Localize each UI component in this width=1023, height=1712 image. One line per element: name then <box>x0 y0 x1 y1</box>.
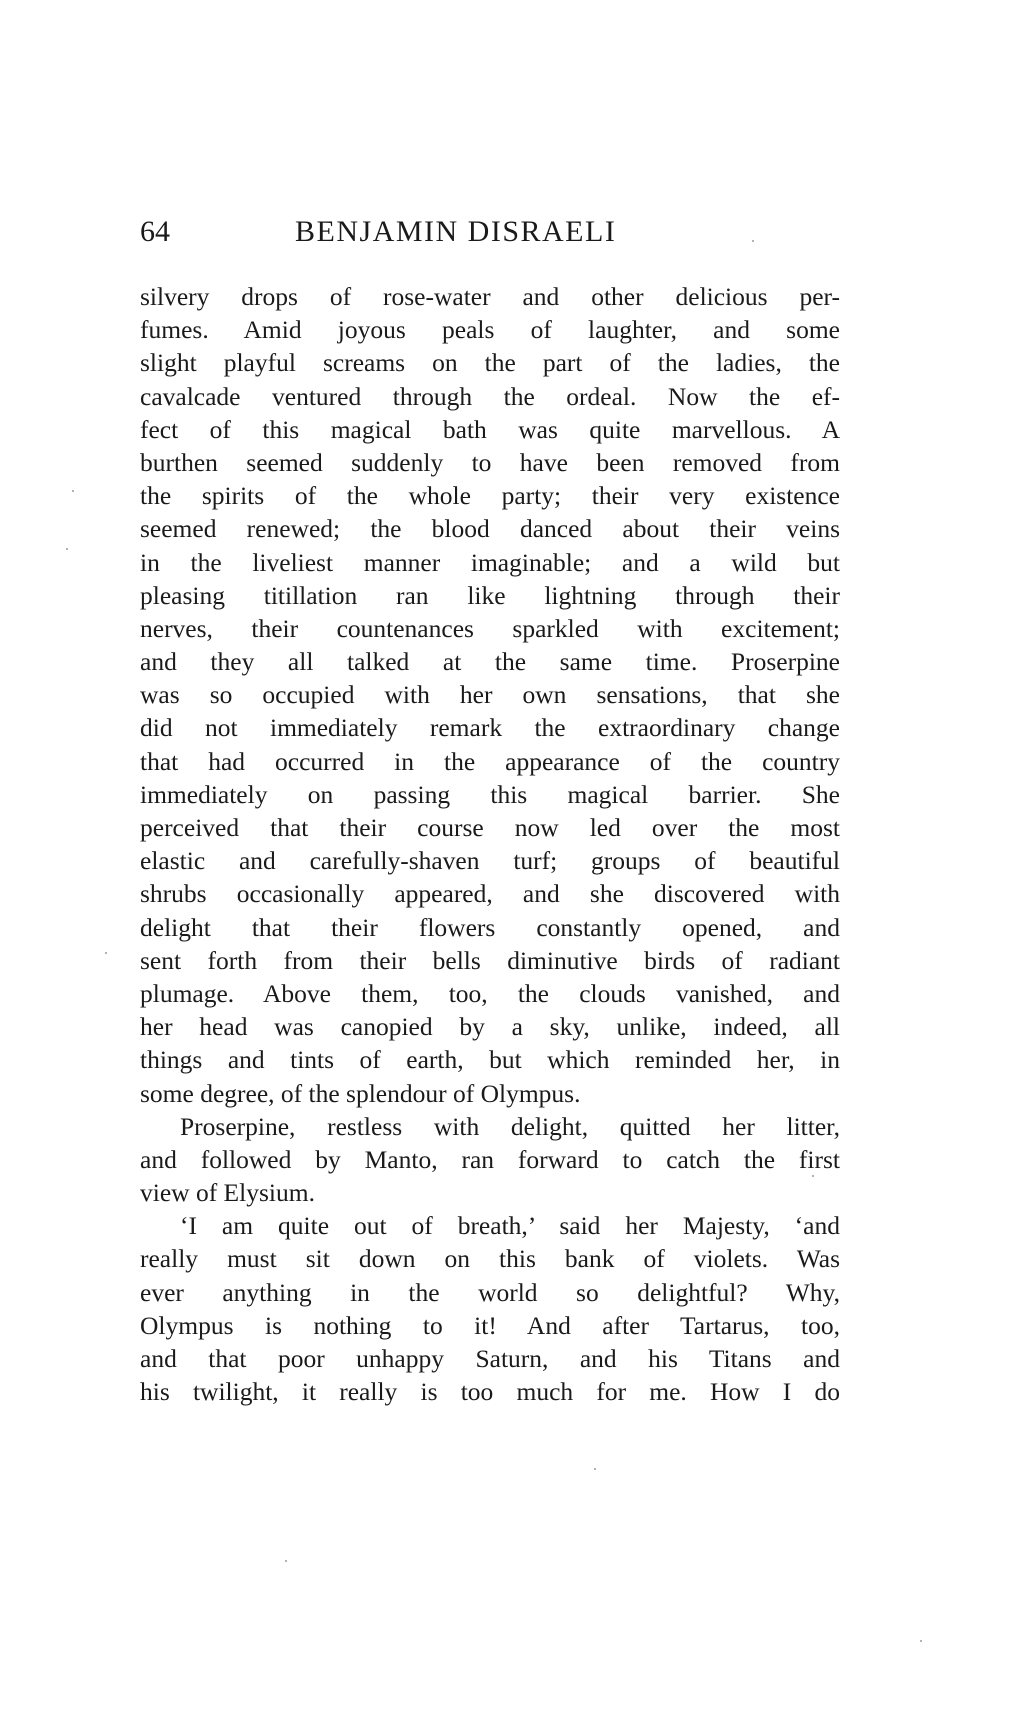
text-line: elastic and carefully-shaven turf; groups of beautiful <box>140 846 840 876</box>
scan-speck <box>752 240 754 242</box>
text-line: Olympus is nothing to it! And after Tartarus, too, <box>140 1310 840 1340</box>
text-line: his twilight, it really is too much for me. How I do <box>140 1377 840 1407</box>
scan-speck <box>66 548 68 550</box>
text-line: did not immediately remark the extraordinary change <box>140 713 840 743</box>
scan-speck <box>812 1175 814 1177</box>
text-line: seemed renewed; the blood danced about their veins <box>140 514 840 544</box>
text-line: really must sit down on this bank of violets. Was <box>140 1244 840 1274</box>
text-line: plumage. Above them, too, the clouds vanished, and <box>140 978 840 1008</box>
text-line: in the liveliest manner imaginable; and a wild but <box>140 547 840 577</box>
running-title: BENJAMIN DISRAELI <box>295 215 617 248</box>
text-line: Proserpine, restless with delight, quitted her litter, <box>180 1111 840 1141</box>
text-line: cavalcade ventured through the ordeal. Now the ef- <box>140 381 840 411</box>
text-line: perceived that their course now led over the most <box>140 813 840 842</box>
text-line: was so occupied with her own sensations, that she <box>140 680 840 710</box>
body-text <box>140 280 840 1408</box>
text-line: that had occurred in the appearance of the country <box>140 746 840 776</box>
scan-speck <box>920 1640 922 1642</box>
scan-speck <box>594 1468 596 1470</box>
text-line: things and tints of earth, but which reminded her, in <box>140 1045 840 1075</box>
scan-speck <box>105 952 107 954</box>
text-line: shrubs occasionally appeared, and she discovered with <box>140 879 840 909</box>
text-line: burthen seemed suddenly to have been removed from <box>140 447 840 477</box>
text-line: and followed by Manto, ran forward to catch the first <box>140 1144 840 1174</box>
text-line: some degree, of the splendour of Olympus. <box>140 1078 581 1108</box>
text-line: her head was canopied by a sky, unlike, indeed, all <box>140 1012 840 1042</box>
text-line: the spirits of the whole party; their very existence <box>140 481 840 511</box>
scan-speck <box>72 490 74 492</box>
running-head <box>140 212 840 252</box>
text-line: nerves, their countenances sparkled with excitement; <box>140 613 840 643</box>
text-line: delight that their flowers constantly opened, and <box>140 912 840 942</box>
text-line: fect of this magical bath was quite marvellous. A <box>140 414 840 444</box>
text-line: fumes. Amid joyous peals of laughter, and some <box>140 315 840 345</box>
page-number: 64 <box>140 215 170 248</box>
text-line: sent forth from their bells diminutive birds of radiant <box>140 945 840 975</box>
text-line: view of Elysium. <box>140 1178 315 1208</box>
text-line: and they all talked at the same time. Proserpine <box>140 647 840 677</box>
text-line: ‘I am quite out of breath,’ said her Majesty, ‘and <box>180 1211 840 1241</box>
text-line: immediately on passing this magical barrier. She <box>140 779 840 809</box>
text-line: ever anything in the world so delightful? Why, <box>140 1277 840 1307</box>
scan-speck <box>285 1560 287 1562</box>
text-line: silvery drops of rose-water and other delicious per- <box>140 282 840 311</box>
text-line: and that poor unhappy Saturn, and his Titans and <box>140 1344 840 1373</box>
text-line: slight playful screams on the part of the ladies, the <box>140 348 840 378</box>
text-line: pleasing titillation ran like lightning through their <box>140 580 840 610</box>
